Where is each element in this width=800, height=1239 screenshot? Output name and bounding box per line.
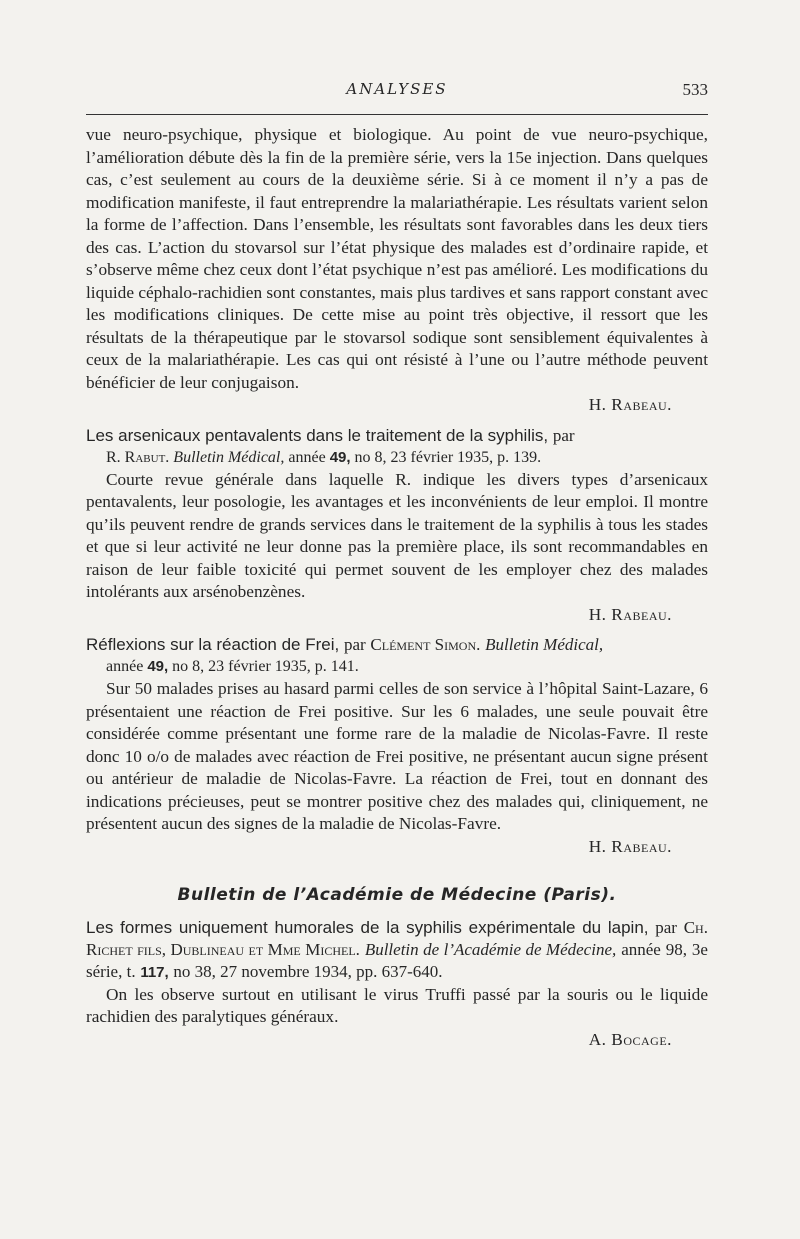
entry-tome: 117,: [140, 963, 169, 981]
page-header: [86, 80, 708, 115]
entry-par: par: [343, 635, 366, 654]
section-heading: Bulletin de l’Académie de Médecine (Paris).: [177, 885, 617, 905]
signature: H. Rabeau.: [588, 836, 672, 856]
entry-annee-word: année: [106, 658, 144, 675]
entry-title: Les formes uniquement humorales de la syphilis expérimentale du lapin,: [86, 917, 649, 937]
page-body: [86, 124, 708, 1051]
entry-journal: Bulletin de l’Académie de Médecine,: [364, 939, 617, 959]
continued-paragraph: vue neuro-psychique, physique et biologique. Au point de vue neuro-psychique, l’amélioration débute dès la fin de la première série, vers la 15e injection. Dans quelques cas, c’est seulement au cours de la deuxième série. Si à ce moment il n’y a pas de modification manifeste, il faut entreprendre la malariathérapie. Les résultats varient selon la forme de l’affection. Dans l’ensemble, les résultats sont favorables dans les deux tiers des cas. L’action du stovarsol sur l’état physique des malades est d’ordinaire rapide, et s’observe même chez ceux dont l’état psychique n’est pas amélioré. Les modifications du liquide céphalo-rachidien sont constantes, mais plus tardives et sans rapport constant avec les modifications cliniques. De cette mise au point très objective, il ressort que les résultats de la thérapeutique par le stovarsol sodique sont sensiblement équivalentes à ceux de la malariathérapie. Les cas qui ont résisté à l’une ou l’autre méthode peuvent bénéficier de leur conjugaison.: [86, 125, 708, 392]
entry-text: On les observe surtout en utilisant le virus Truffi passé par la souris ou le liquide rachidien des paralytiques généraux.: [86, 984, 708, 1026]
entry-annee-num: 49,: [147, 658, 169, 675]
entry-author: R. Rabut.: [106, 448, 170, 466]
signature: A. Bocage.: [588, 1029, 672, 1049]
entry-annee-num: 98,: [665, 939, 687, 959]
entry-text: Sur 50 malades prises au hasard parmi celles de son service à l’hôpital Saint-Lazare, 6 présentaient une réaction de Frei positive. Sur les 6 malades, une seule pouvait être considérée comme présentant une forme rare de la maladie de Nicolas-Favre. Il reste donc 10 o/o de malades avec réaction de Frei positive, ne présentant aucun signe présent ou antérieur de maladie de Nicolas-Favre. La réaction de Frei, tout en donnant des indications précieuses, peut se montrer positive chez des malades qui, cliniquement, ne présentent aucun des signes de la maladie de Nicolas-Favre.: [86, 679, 708, 833]
entry-issue: no 38, 27 novembre 1934, pp. 637-640.: [173, 961, 443, 981]
entry-heading: [86, 425, 708, 447]
entry-annee-word: année: [621, 939, 661, 959]
entry-issue: no 8, 23 février 1935, p. 141.: [172, 658, 359, 675]
entry-annee-word: année: [288, 448, 326, 466]
entry-par: par: [552, 425, 575, 445]
entry-authors: Ch. Richet fils, Dublineau et Mme Michel.: [86, 917, 708, 959]
entry-par: par: [655, 917, 677, 937]
entry-author: Clément Simon.: [370, 635, 481, 654]
abstract-entry: [86, 917, 708, 1052]
abstract-entry: [86, 634, 708, 858]
entry-journal: Bulletin Médical,: [173, 448, 285, 466]
entry-issue: no 8, 23 février 1935, p. 139.: [354, 448, 542, 466]
entry-text: Courte revue générale dans laquelle R. indique les divers types d’arsenicaux pentavalents, leur posologie, les avantages et les inconvénients de leur emploi. Il montre qu’ils peuvent rendre de grands services dans le traitement de la syphilis à tous les stades et que si leur activité ne leur donne pas la première place, ils sont recommandables en raison de leur faible toxicité qui permet souvent de les employer chez des malades intolérants aux arsénobenzènes.: [86, 469, 708, 601]
entry-journal: Bulletin Médical,: [485, 635, 604, 654]
page-number: 533: [682, 80, 708, 99]
signature: H. Rabeau.: [588, 604, 672, 624]
entry-heading: [86, 634, 708, 656]
entry-title: Les arsenicaux pentavalents dans le traitement de la syphilis,: [86, 425, 549, 445]
signature: H. Rabeau.: [588, 395, 672, 414]
abstract-entry: [86, 425, 708, 627]
entry-title: Réflexions sur la réaction de Frei,: [86, 635, 340, 654]
entry-annee-num: 49,: [329, 448, 351, 466]
running-title: ANALYSES: [346, 80, 448, 98]
entry-reference: [86, 447, 708, 469]
entry-serie: 3e série, t.: [86, 939, 708, 981]
entry-reference: [86, 656, 708, 678]
entry-heading: [86, 917, 708, 984]
